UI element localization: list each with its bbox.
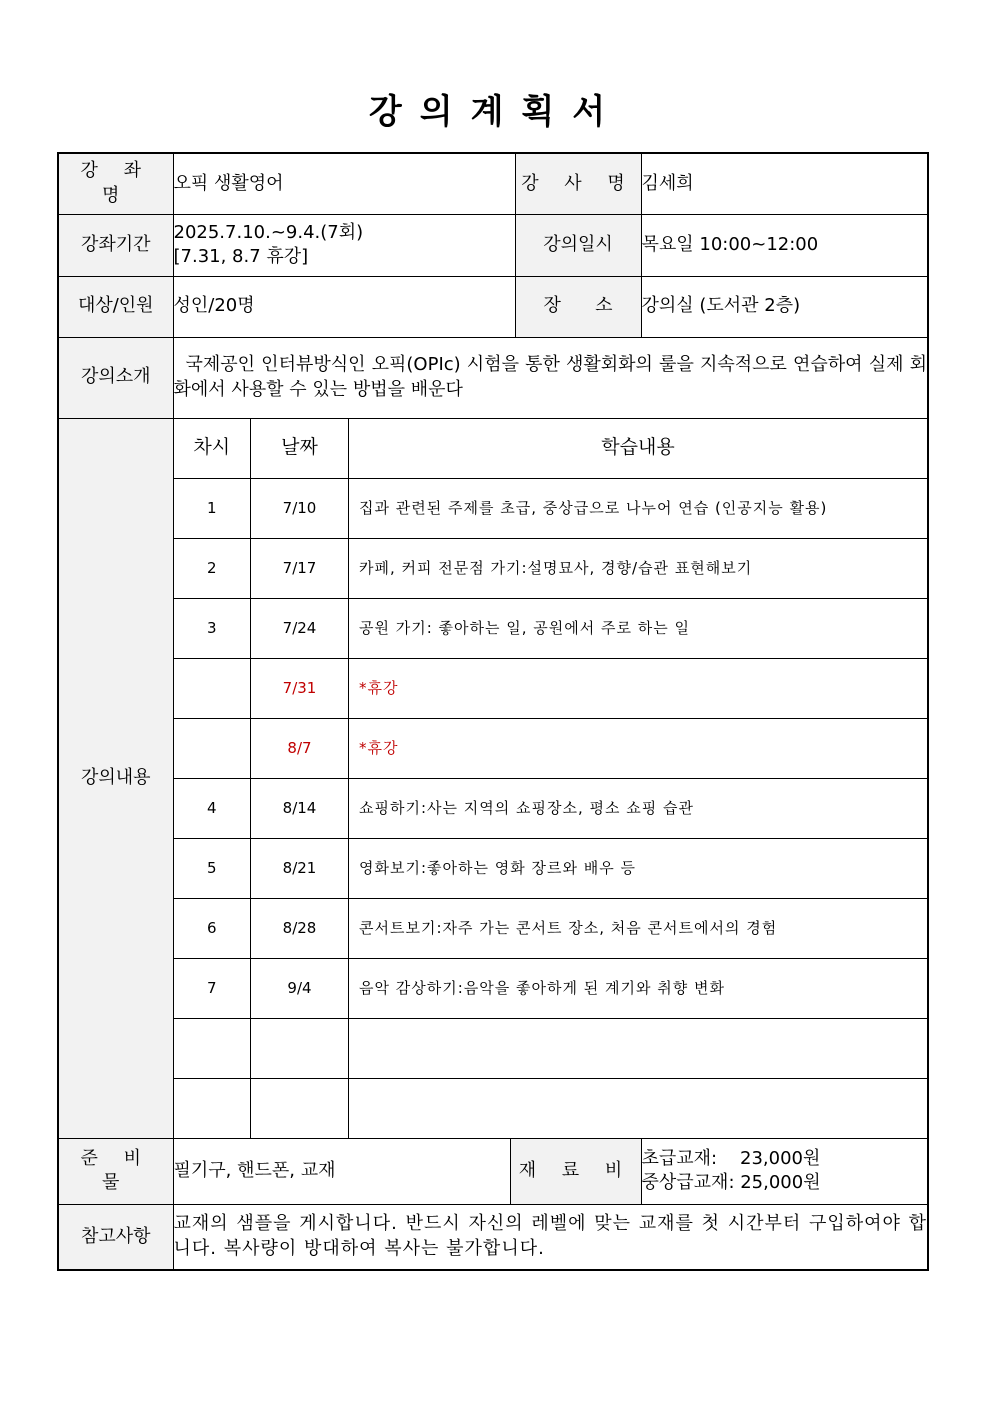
fee-value [641,1138,928,1204]
topic-cell: *휴강 [349,718,928,778]
session-cell [174,1018,251,1078]
materials-label: 준 비 물 [58,1138,173,1204]
schedule-header-row [174,419,928,479]
date-cell: 7/10 [251,478,349,538]
location-value: 강의실 (도서관 2층) [641,276,928,337]
topic-cell: *휴강 [349,658,928,718]
topic-cell: 영화보기:좋아하는 영화 장르와 배우 등 [349,838,928,898]
topic-cell: 카페, 커피 전문점 가기:설명묘사, 경향/습관 표현해보기 [349,538,928,598]
date-cell: 7/24 [251,598,349,658]
date-cell: 7/31 [251,658,349,718]
topic-cell [349,1018,928,1078]
content-cell [173,418,928,1138]
date-cell: 9/4 [251,958,349,1018]
session-cell: 6 [174,898,251,958]
table-row [174,538,928,598]
topic-cell: 공원 가기: 좋아하는 일, 공원에서 주로 하는 일 [349,598,928,658]
row-target [58,276,928,337]
session-cell: 5 [174,838,251,898]
intro-text [173,337,928,418]
date-cell [251,1078,349,1138]
period-dates: 2025.7.10.~9.4.(7회) [173,221,364,243]
instructor-label: 강 사 명 [515,153,641,214]
row-course-name [58,153,928,214]
date-cell: 8/21 [251,838,349,898]
row-period [58,214,928,276]
fee-label: 재 료 비 [510,1138,641,1204]
notes-label: 참고사항 [58,1204,173,1270]
period-holidays: [7.31, 8.7 휴강] [173,246,309,267]
session-cell: 2 [174,538,251,598]
topic-cell: 집과 관련된 주제를 초급, 중상급으로 나누어 연습 (인공지능 활용) [349,478,928,538]
row-content [58,418,928,1138]
session-cell [174,1078,251,1138]
table-row [174,898,928,958]
table-row-holiday [174,718,928,778]
document-title: 강의계획서 [368,92,624,132]
schedule-time-label: 강의일시 [515,214,641,276]
table-row [174,598,928,658]
intro-label: 강의소개 [58,337,173,418]
target-value: 성인/20명 [173,276,515,337]
schedule-table [174,419,928,1138]
notes-text: 교재의 샘플을 게시합니다. 반드시 자신의 레벨에 맞는 교재를 첫 시간부터 구입하여야 합니다. 복사량이 방대하여 복사는 불가합니다. [173,1204,928,1270]
session-cell [174,718,251,778]
session-cell [174,658,251,718]
session-cell: 1 [174,478,251,538]
date-cell [251,1018,349,1078]
table-row-empty [174,1078,928,1138]
instructor-value: 김세희 [641,153,928,214]
table-row-holiday [174,658,928,718]
topic-cell [349,1078,928,1138]
header-topic: 학습내용 [349,419,928,479]
intro-text-body: 국제공인 인터뷰방식인 오픽(OPIc) 시험을 통한 생활회화의 룰을 지속적으로 연습하여 실제 회화에서 사용할 수 있는 방법을 배운다 [173,354,927,400]
location-label: 장 소 [515,276,641,337]
row-materials [58,1138,928,1204]
period-value [173,214,515,276]
table-row [174,778,928,838]
topic-cell: 쇼핑하기:사는 지역의 쇼핑장소, 평소 쇼핑 습관 [349,778,928,838]
lecture-plan-table [57,152,929,1271]
table-row [174,478,928,538]
header-session: 차시 [174,419,251,479]
topic-cell: 콘서트보기:자주 가는 콘서트 장소, 처음 콘서트에서의 경험 [349,898,928,958]
table-row [174,838,928,898]
fee-basic: 초급교재: 23,000원 [641,1147,821,1169]
row-notes [58,1204,928,1270]
table-row-empty [174,1018,928,1078]
date-cell: 8/14 [251,778,349,838]
materials-value: 필기구, 핸드폰, 교재 [173,1138,510,1204]
session-cell: 4 [174,778,251,838]
course-name-value: 오픽 생활영어 [173,153,515,214]
fee-advanced: 중상급교재: 25,000원 [641,1172,821,1193]
session-cell: 3 [174,598,251,658]
content-label: 강의내용 [58,418,173,1138]
date-cell: 7/17 [251,538,349,598]
course-name-label: 강 좌 명 [58,153,173,214]
table-row [174,958,928,1018]
date-cell: 8/28 [251,898,349,958]
session-cell: 7 [174,958,251,1018]
period-label: 강좌기간 [58,214,173,276]
target-label: 대상/인원 [58,276,173,337]
header-date: 날짜 [251,419,349,479]
date-cell: 8/7 [251,718,349,778]
topic-cell: 음악 감상하기:음악을 좋아하게 된 계기와 취향 변화 [349,958,928,1018]
schedule-time-value: 목요일 10:00~12:00 [641,214,928,276]
row-intro [58,337,928,418]
